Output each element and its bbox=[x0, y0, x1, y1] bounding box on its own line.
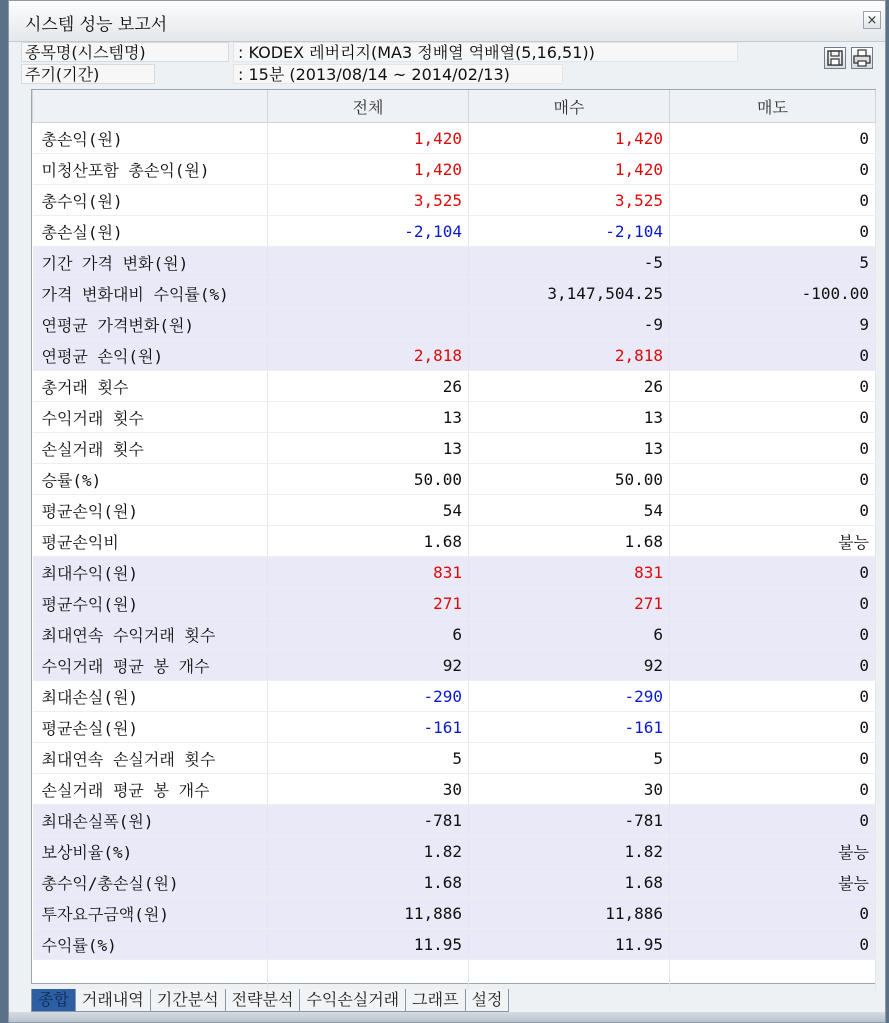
row-all-value: 13 bbox=[268, 402, 469, 433]
row-buy-value: 6 bbox=[469, 619, 670, 650]
table-row[interactable] bbox=[33, 433, 876, 464]
empty-cell bbox=[670, 960, 876, 991]
table-row[interactable] bbox=[33, 309, 876, 340]
row-buy-value: -9 bbox=[469, 309, 670, 340]
table-row[interactable] bbox=[33, 743, 876, 774]
table-row[interactable] bbox=[33, 340, 876, 371]
table-row[interactable] bbox=[33, 588, 876, 619]
row-all-value: 11,886 bbox=[268, 898, 469, 929]
row-buy-value: 13 bbox=[469, 433, 670, 464]
row-all-value: 54 bbox=[268, 495, 469, 526]
empty-cell bbox=[268, 960, 469, 991]
table-header-row bbox=[33, 90, 876, 123]
row-label: 연평균 가격변화(원) bbox=[33, 309, 268, 340]
table-row[interactable] bbox=[33, 712, 876, 743]
tab-5[interactable]: 그래프 bbox=[405, 989, 465, 1012]
period-value: : 15분 (2013/08/14 ~ 2014/02/13) bbox=[233, 64, 563, 84]
row-sell-value: 0 bbox=[670, 216, 876, 247]
row-sell-value: 0 bbox=[670, 619, 876, 650]
row-buy-value: 5 bbox=[469, 743, 670, 774]
print-button[interactable] bbox=[851, 47, 873, 69]
tab-3[interactable]: 전략분석 bbox=[225, 989, 301, 1012]
row-sell-value: 0 bbox=[670, 743, 876, 774]
print-icon bbox=[852, 48, 872, 68]
report-window bbox=[8, 0, 886, 1023]
row-buy-value: 54 bbox=[469, 495, 670, 526]
row-sell-value: 0 bbox=[670, 898, 876, 929]
row-label: 최대손실폭(원) bbox=[33, 805, 268, 836]
row-sell-value: 0 bbox=[670, 433, 876, 464]
tab-1[interactable]: 거래내역 bbox=[75, 989, 151, 1012]
row-label: 총수익/총손실(원) bbox=[33, 867, 268, 898]
row-sell-value: 0 bbox=[670, 774, 876, 805]
row-sell-value: 9 bbox=[670, 309, 876, 340]
row-label: 가격 변화대비 수익률(%) bbox=[33, 278, 268, 309]
row-buy-value: 1.68 bbox=[469, 526, 670, 557]
row-label: 승률(%) bbox=[33, 464, 268, 495]
row-label: 평균수익(원) bbox=[33, 588, 268, 619]
row-all-value: 1,420 bbox=[268, 123, 469, 154]
row-label: 보상비율(%) bbox=[33, 836, 268, 867]
window-title: 시스템 성능 보고서 bbox=[25, 15, 168, 35]
row-label: 최대연속 손실거래 횟수 bbox=[33, 743, 268, 774]
tab-2[interactable]: 기간분석 bbox=[150, 989, 226, 1012]
row-buy-value: -5 bbox=[469, 247, 670, 278]
row-buy-value: 1.82 bbox=[469, 836, 670, 867]
row-all-value: 92 bbox=[268, 650, 469, 681]
row-all-value: 1.82 bbox=[268, 836, 469, 867]
row-sell-value: 5 bbox=[670, 247, 876, 278]
row-sell-value: 0 bbox=[670, 557, 876, 588]
table-row[interactable] bbox=[33, 123, 876, 154]
table-row[interactable] bbox=[33, 154, 876, 185]
table-row[interactable] bbox=[33, 526, 876, 557]
row-buy-value: 1.68 bbox=[469, 867, 670, 898]
header-sell: 매도 bbox=[670, 90, 876, 123]
row-label: 투자요구금액(원) bbox=[33, 898, 268, 929]
save-button[interactable] bbox=[824, 47, 846, 69]
table-row[interactable] bbox=[33, 650, 876, 681]
row-sell-value: 0 bbox=[670, 464, 876, 495]
table-row[interactable] bbox=[33, 464, 876, 495]
period-label: 주기(기간) bbox=[21, 64, 155, 84]
save-icon bbox=[825, 48, 845, 68]
row-buy-value: 26 bbox=[469, 371, 670, 402]
row-all-value: -290 bbox=[268, 681, 469, 712]
close-button[interactable] bbox=[863, 11, 881, 29]
row-all-value: 30 bbox=[268, 774, 469, 805]
row-buy-value: 11,886 bbox=[469, 898, 670, 929]
row-label: 총거래 횟수 bbox=[33, 371, 268, 402]
row-buy-value: 92 bbox=[469, 650, 670, 681]
row-label: 평균손실(원) bbox=[33, 712, 268, 743]
row-buy-value: 1,420 bbox=[469, 123, 670, 154]
row-all-value: -781 bbox=[268, 805, 469, 836]
row-all-value: 1.68 bbox=[268, 526, 469, 557]
row-label: 손실거래 평균 봉 개수 bbox=[33, 774, 268, 805]
table-row[interactable] bbox=[33, 247, 876, 278]
symbol-label: 종목명(시스템명) bbox=[21, 42, 229, 62]
row-buy-value: 2,818 bbox=[469, 340, 670, 371]
tab-4[interactable]: 수익손실거래 bbox=[299, 989, 406, 1012]
row-buy-value: 271 bbox=[469, 588, 670, 619]
row-sell-value: -100.00 bbox=[670, 278, 876, 309]
tab-0[interactable]: 종합 bbox=[31, 989, 76, 1012]
header-all: 전체 bbox=[268, 90, 469, 123]
window-bottom-edge bbox=[9, 1012, 885, 1022]
table-row[interactable] bbox=[33, 898, 876, 929]
row-all-value: 2,818 bbox=[268, 340, 469, 371]
table-row[interactable] bbox=[33, 867, 876, 898]
row-sell-value: 0 bbox=[670, 402, 876, 433]
row-sell-value: 0 bbox=[670, 340, 876, 371]
table-row[interactable] bbox=[33, 495, 876, 526]
table-row[interactable] bbox=[33, 402, 876, 433]
row-all-value: 11.95 bbox=[268, 929, 469, 960]
row-label: 연평균 손익(원) bbox=[33, 340, 268, 371]
row-all-value: 26 bbox=[268, 371, 469, 402]
row-all-value: 831 bbox=[268, 557, 469, 588]
row-buy-value: 11.95 bbox=[469, 929, 670, 960]
row-label: 최대수익(원) bbox=[33, 557, 268, 588]
table-row[interactable] bbox=[33, 185, 876, 216]
table-row[interactable] bbox=[33, 805, 876, 836]
row-all-value bbox=[268, 309, 469, 340]
row-all-value: 1,420 bbox=[268, 154, 469, 185]
row-label: 수익거래 평균 봉 개수 bbox=[33, 650, 268, 681]
row-buy-value: 3,147,504.25 bbox=[469, 278, 670, 309]
symbol-value: : KODEX 레버리지(MA3 정배열 역배열(5,16,51)) bbox=[233, 42, 738, 62]
row-buy-value: 1,420 bbox=[469, 154, 670, 185]
header-label bbox=[33, 90, 268, 123]
row-label: 최대손실(원) bbox=[33, 681, 268, 712]
table-row[interactable] bbox=[33, 619, 876, 650]
table-row[interactable] bbox=[33, 557, 876, 588]
row-buy-value: 831 bbox=[469, 557, 670, 588]
symbol-row bbox=[21, 42, 791, 62]
row-all-value: -161 bbox=[268, 712, 469, 743]
row-all-value bbox=[268, 247, 469, 278]
table-row[interactable] bbox=[33, 774, 876, 805]
row-all-value: 1.68 bbox=[268, 867, 469, 898]
empty-row bbox=[33, 960, 876, 991]
row-label: 최대연속 수익거래 횟수 bbox=[33, 619, 268, 650]
row-label: 평균손익비 bbox=[33, 526, 268, 557]
row-buy-value: -781 bbox=[469, 805, 670, 836]
row-buy-value: 13 bbox=[469, 402, 670, 433]
row-sell-value: 0 bbox=[670, 123, 876, 154]
row-sell-value: 0 bbox=[670, 154, 876, 185]
row-label: 평균손익(원) bbox=[33, 495, 268, 526]
row-label: 기간 가격 변화(원) bbox=[33, 247, 268, 278]
row-all-value: 5 bbox=[268, 743, 469, 774]
row-buy-value: 30 bbox=[469, 774, 670, 805]
row-sell-value: 0 bbox=[670, 805, 876, 836]
row-sell-value: 불능 bbox=[670, 526, 876, 557]
empty-cell bbox=[469, 960, 670, 991]
row-label: 손실거래 횟수 bbox=[33, 433, 268, 464]
tab-6[interactable]: 설정 bbox=[465, 989, 510, 1012]
row-label: 총수익(원) bbox=[33, 185, 268, 216]
row-buy-value: -161 bbox=[469, 712, 670, 743]
table-row[interactable] bbox=[33, 371, 876, 402]
row-sell-value: 0 bbox=[670, 588, 876, 619]
row-all-value: 13 bbox=[268, 433, 469, 464]
row-all-value: 271 bbox=[268, 588, 469, 619]
row-buy-value: 50.00 bbox=[469, 464, 670, 495]
row-sell-value: 불능 bbox=[670, 836, 876, 867]
table-row[interactable] bbox=[33, 278, 876, 309]
row-all-value: 3,525 bbox=[268, 185, 469, 216]
row-label: 총손익(원) bbox=[33, 123, 268, 154]
row-buy-value: -2,104 bbox=[469, 216, 670, 247]
close-icon: × bbox=[866, 13, 878, 28]
title-bar[interactable] bbox=[9, 1, 885, 42]
row-sell-value: 0 bbox=[670, 185, 876, 216]
empty-cell bbox=[33, 960, 268, 991]
row-all-value: 50.00 bbox=[268, 464, 469, 495]
row-sell-value: 0 bbox=[670, 371, 876, 402]
table-row[interactable] bbox=[33, 836, 876, 867]
row-label: 미청산포함 총손익(원) bbox=[33, 154, 268, 185]
row-label: 수익거래 횟수 bbox=[33, 402, 268, 433]
tab-bar bbox=[31, 989, 876, 1013]
row-sell-value: 0 bbox=[670, 681, 876, 712]
header-buy: 매수 bbox=[469, 90, 670, 123]
row-sell-value: 0 bbox=[670, 712, 876, 743]
row-label: 총손실(원) bbox=[33, 216, 268, 247]
table-row[interactable] bbox=[33, 681, 876, 712]
table-row[interactable] bbox=[33, 216, 876, 247]
row-sell-value: 0 bbox=[670, 929, 876, 960]
table-row[interactable] bbox=[33, 929, 876, 960]
row-sell-value: 0 bbox=[670, 650, 876, 681]
row-all-value bbox=[268, 278, 469, 309]
row-buy-value: 3,525 bbox=[469, 185, 670, 216]
row-all-value: -2,104 bbox=[268, 216, 469, 247]
row-sell-value: 불능 bbox=[670, 867, 876, 898]
performance-table bbox=[31, 89, 876, 984]
period-row bbox=[21, 64, 791, 84]
row-label: 수익률(%) bbox=[33, 929, 268, 960]
row-all-value: 6 bbox=[268, 619, 469, 650]
row-buy-value: -290 bbox=[469, 681, 670, 712]
row-sell-value: 0 bbox=[670, 495, 876, 526]
